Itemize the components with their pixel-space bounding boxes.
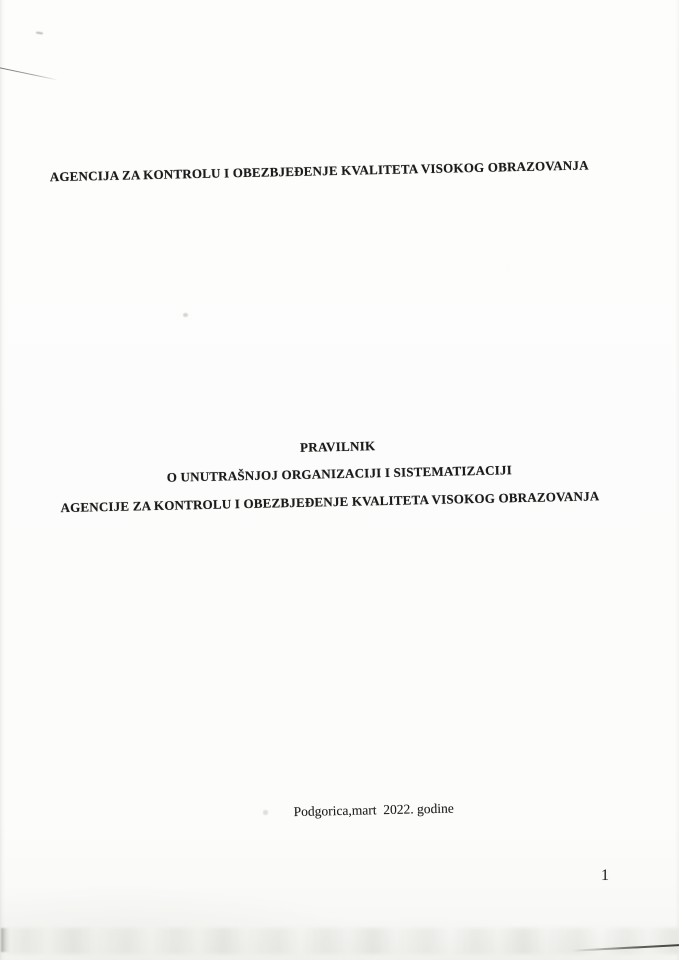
document-subtitle-organization: AGENCIJE ZA KONTROLU I OBEZBJEĐENJE KVALITETA VISOKOG OBRAZOVANJA	[60, 488, 600, 516]
document-subtitle: O UNUTRAŠNJOJ ORGANIZACIJI I SISTEMATIZACIJI	[166, 462, 513, 485]
place-and-date: Podgorica,mart 2022. godine	[293, 800, 454, 820]
scan-edge-mark	[1, 928, 10, 952]
document-title: PRAVILNIK	[299, 438, 376, 455]
page-number: 1	[601, 867, 609, 884]
organization-header: AGENCIJA ZA KONTROLU I OBEZBJEĐENJE KVALITETA VISOKOG OBRAZOVANJA	[49, 157, 589, 185]
